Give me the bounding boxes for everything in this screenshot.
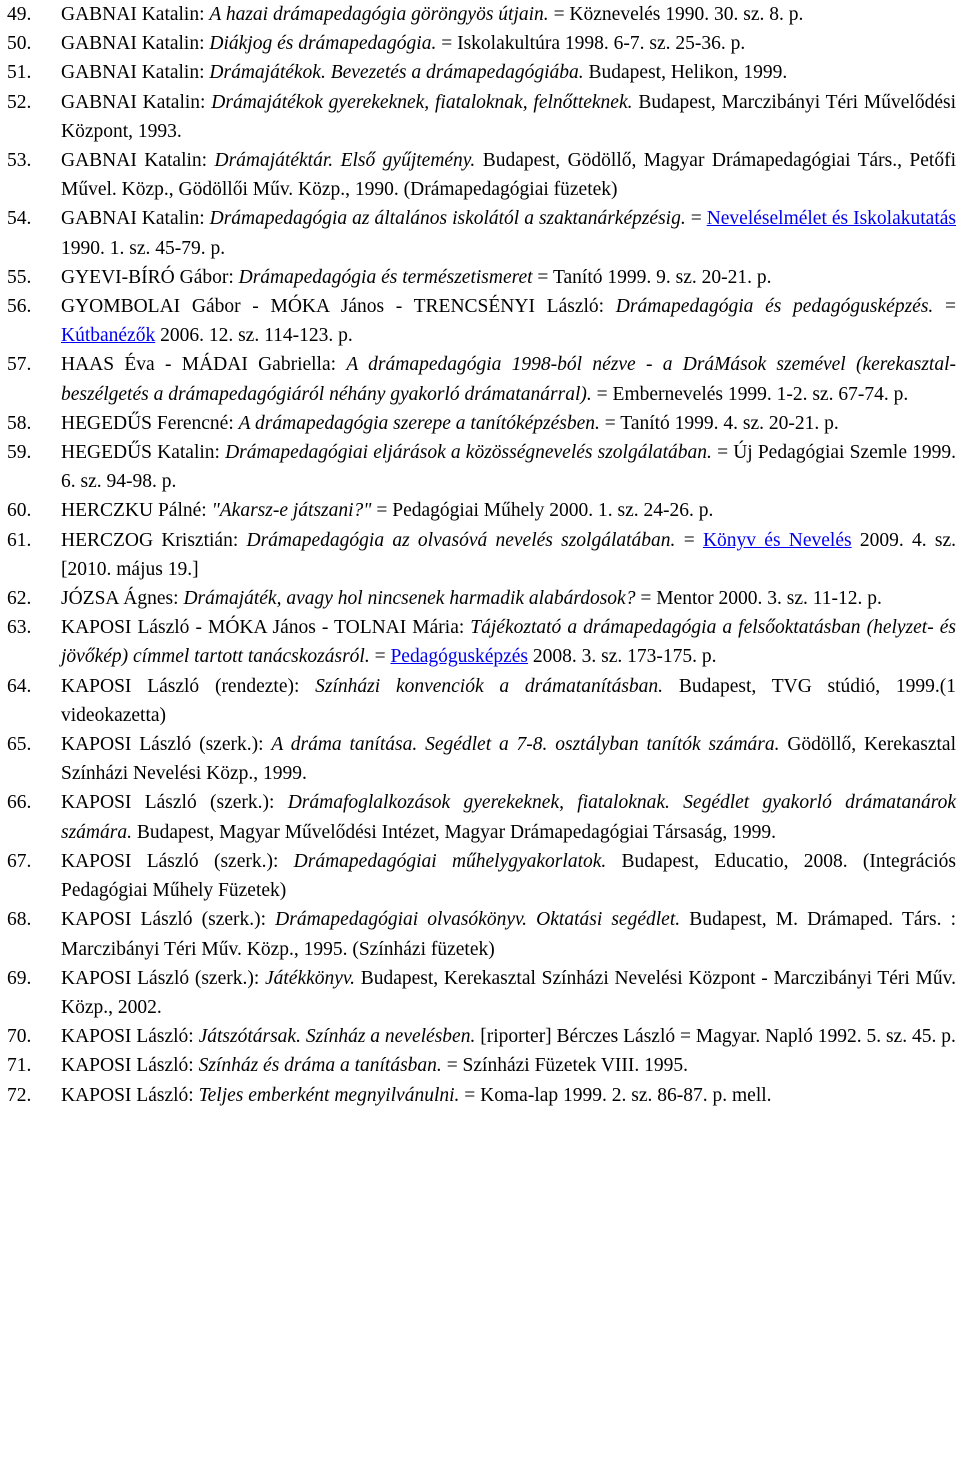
entry-text: 2009. 4. sz. [2010. május 19.] [61,529,956,580]
entry-text: = [369,646,391,668]
entry-text: KAPOSI László (szerk.): [61,909,276,931]
entry-title: Tájékoztató a drámapedagógia a felsőoktatásban (helyzet- és jövőkép) címmel tartott tanácskozásról. [61,617,956,668]
entry-number: 58. [7,412,32,434]
entry-number: 71. [7,1055,32,1077]
entry-title: A hazai drámapedagógia göröngyös útjain. [209,4,549,25]
entry-title: Játékkönyv. [264,967,355,989]
entry-text: = Köznevelés 1990. 30. sz. 8. p. [548,4,804,25]
bibliography-entry [0,847,960,905]
entry-number: 65. [7,734,32,756]
entry-text: 2008. 3. sz. 173-175. p. [528,646,717,668]
journal-link[interactable]: Könyv és Nevelés [702,529,852,551]
entry-text: = [933,296,956,318]
entry-text: KAPOSI László (szerk.): [61,734,272,756]
entry-title: Drámajátéktár. Első gyűjtemény. [214,150,476,172]
entry-text: = [685,208,707,230]
bibliography-entry [0,146,960,204]
entry-title: Drámapedagógia és pedagógusképzés. [615,296,934,318]
entry-text: = Új Pedagógiai Szemle 1999. 6. sz. 94-98. p. [61,442,957,493]
bibliography-entry [0,496,960,525]
entry-title: Drámapedagógia az általános iskolától a szaktanárképzésig. [209,208,686,230]
entry-text: Budapest, M. Drámaped. Társ. : Marczibányi Téri Műv. Közp., 1995. (Színházi füzetek) [61,909,956,960]
entry-number: 72. [7,1084,32,1106]
entry-text: = [675,529,703,551]
entry-number: 63. [7,617,32,639]
bibliography-entry [0,526,960,584]
entry-text: KAPOSI László: [61,1026,199,1048]
entry-text: HEGEDŰS Ferencné: [61,412,239,434]
entry-number: 66. [7,792,32,814]
entry-title: Drámajáték, avagy hol nincsenek harmadik alabárdosok? [183,588,636,610]
entry-number: 57. [7,354,32,376]
entry-text: HAAS Éva - MÁDAI Gabriella: [61,354,347,376]
entry-title: Drámapedagógia az olvasóvá nevelés szolgálatában. [246,529,676,551]
bibliography-entry [0,263,960,292]
entry-title: Drámafoglalkozások gyerekeknek, fiataloknak. Segédlet gyakorló drámatanárok számára. [61,792,956,843]
entry-number: 53. [7,150,32,172]
entry-text: KAPOSI László - MÓKA János - TOLNAI Mária: [61,617,471,639]
bibliography-entry [0,964,960,1022]
entry-number: 51. [7,62,32,84]
entry-text: JÓZSA Ágnes: [61,588,184,610]
entry-text: KAPOSI László (szerk.): [61,850,294,872]
bibliography-entry [0,672,960,730]
entry-text: KAPOSI László (szerk.): [61,967,265,989]
entry-title: Drámapedagógiai eljárások a közösségnevelés szolgálatában. [225,442,712,464]
entry-number: 69. [7,967,32,989]
entry-number: 61. [7,529,32,551]
entry-text: Budapest, Helikon, 1999. [583,62,788,84]
entry-text: = Színházi Füzetek VIII. 1995. [441,1055,689,1077]
entry-text: HERCZOG Krisztián: [61,529,247,551]
bibliography-entry [0,29,960,58]
entry-text: GABNAI Katalin: [61,62,210,84]
entry-title: Drámapedagógia és természetismeret [238,266,533,288]
entry-text: = Tanító 1999. 9. sz. 20-21. p. [532,266,772,288]
entry-text: = Mentor 2000. 3. sz. 11-12. p. [635,588,882,610]
entry-text: Budapest, Magyar Művelődési Intézet, Magyar Drámapedagógiai Társaság, 1999. [131,821,777,843]
entry-text: [riporter] Bérczes László = Magyar. Napló 1992. 5. sz. 45. p. [475,1026,956,1048]
entry-title: Színház és dráma a tanításban. [198,1055,442,1077]
entry-title: Színházi konvenciók a drámatanításban. [315,675,664,697]
entry-text: GABNAI Katalin: [61,33,210,55]
bibliography-entry [0,204,960,262]
entry-text: = Iskolakultúra 1998. 6-7. sz. 25-36. p. [436,33,746,55]
entry-number: 67. [7,850,32,872]
bibliography-entry [0,292,960,350]
entry-title: Diákjog és drámapedagógia. [209,33,437,55]
bibliography-entry [0,438,960,496]
entry-title: A drámapedagógia szerepe a tanítóképzésben. [238,412,600,434]
entry-number: 54. [7,208,32,230]
entry-text: GABNAI Katalin: [61,91,212,113]
bibliography-entry [0,730,960,788]
entry-text: Budapest, Marczibányi Téri Művelődési Központ, 1993. [61,91,956,142]
bibliography-entry [0,1051,960,1080]
entry-title: Teljes emberként megnyilvánulni. [198,1084,460,1106]
entry-number: 68. [7,909,32,931]
entry-title: Drámapedagógiai olvasókönyv. Oktatási segédlet. [275,909,681,931]
entry-number: 64. [7,675,32,697]
entry-number: 50. [7,33,32,55]
entry-text: = Tanító 1999. 4. sz. 20-21. p. [599,412,839,434]
entry-text: GABNAI Katalin: [61,208,210,230]
entry-number: 62. [7,588,32,610]
bibliography-entry [0,0,960,29]
entry-text: 1990. 1. sz. 45-79. p. [61,237,226,259]
entry-text: HEGEDŰS Katalin: [61,442,226,464]
entry-title: A drámapedagógia 1998-ból nézve - a DráMások szemével (kerekasztal-beszélgetés a drámapedagógiáról néhány gyakorló drámatanárral). [61,354,956,405]
bibliography-entry [0,58,960,87]
entry-title: Drámapedagógiai műhelygyakorlatok. [293,850,607,872]
entry-text: = Embernevelés 1999. 1-2. sz. 67-74. p. [591,383,909,405]
entry-text: Budapest, Educatio, 2008. (Integrációs Pedagógiai Műhely Füzetek) [61,850,956,902]
journal-link[interactable]: Kútbanézők [61,325,156,347]
bibliography-entry [0,350,960,408]
bibliography-entry [0,788,960,846]
entry-text: HERCZKU Pálné: [61,500,212,522]
bibliography-entry [0,905,960,963]
entry-text: Budapest, Gödöllő, Magyar Drámapedagógiai Társ., Petőfi Művel. Közp., Gödöllői Műv. Közp., 1990. (Drámapedagógiai füzetek) [61,150,956,201]
entry-text: KAPOSI László: [61,1084,199,1106]
bibliography-entry [0,1081,960,1110]
entry-text: Budapest, Kerekasztal Színházi Nevelési Központ - Marczibányi Téri Műv. Közp., 2002. [61,967,956,1018]
journal-link[interactable]: Pedagógusképzés [390,646,529,668]
entry-text: GYOMBOLAI Gábor - MÓKA János - TRENCSÉNYI László: [61,296,616,318]
entry-number: 60. [7,500,32,522]
bibliography-entry [0,409,960,438]
entry-title: Drámajátékok. Bevezetés a drámapedagógiába. [209,62,584,84]
entry-text: GABNAI Katalin: [61,4,210,25]
entry-title: Drámajátékok gyerekeknek, fiataloknak, felnőtteknek. [211,91,633,113]
bibliography-entry [0,613,960,671]
bibliography-entry [0,88,960,146]
entry-number: 52. [7,91,32,113]
entry-number: 55. [7,266,32,288]
entry-text: GYEVI-BÍRÓ Gábor: [61,266,239,288]
entry-number: 56. [7,296,32,318]
bibliography-entry [0,1022,960,1051]
entry-number: 49. [7,4,32,25]
entry-title: "Akarsz-e játszani?" [211,500,372,522]
entry-text: GABNAI Katalin: [61,150,215,172]
entry-text: Gödöllő, Kerekasztal Színházi Nevelési Közp., 1999. [61,734,956,785]
entry-text: Budapest, TVG stúdió, 1999.(1 videokazetta) [61,675,956,726]
entry-title: Játszótársak. Színház a nevelésben. [198,1026,476,1048]
entry-text: KAPOSI László (rendezte): [61,675,316,697]
entry-text: = Koma-lap 1999. 2. sz. 86-87. p. mell. [459,1084,772,1106]
entry-number: 70. [7,1026,32,1048]
entry-text: 2006. 12. sz. 114-123. p. [155,325,353,347]
entry-text: KAPOSI László: [61,1055,199,1077]
entry-text: KAPOSI László (szerk.): [61,792,288,814]
bibliography-entry [0,584,960,613]
entry-number: 59. [7,442,32,464]
entry-title: A dráma tanítása. Segédlet a 7-8. osztályban tanítók számára. [271,734,780,756]
journal-link[interactable]: Neveléselmélet és Iskolakutatás [706,208,956,230]
entry-text: = Pedagógiai Műhely 2000. 1. sz. 24-26. p. [371,500,714,522]
